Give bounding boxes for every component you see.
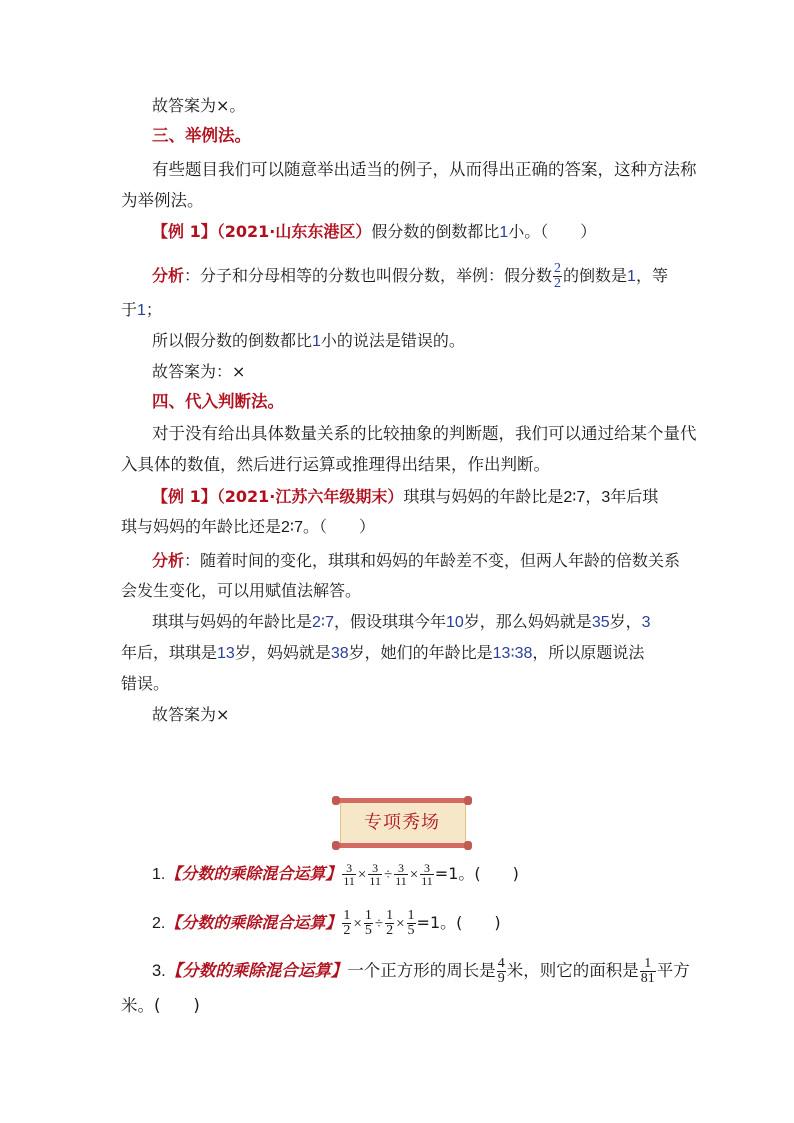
paragraph-2-line-1: 对于没有给出具体数量关系的比较抽象的判断题，我们可以通过给某个量代 [152,424,697,443]
fraction: $\frac{2}{2}$ [554,261,562,291]
example-2-line-1: 【例 1】（2021·江苏六年级期末）琪琪与妈妈的年龄比是2∶7，3年后琪 [152,487,659,506]
section-banner [334,798,470,848]
fraction: $\frac{4}{9}$ [497,956,505,986]
fraction: $\frac{3}{11}$ [395,861,407,888]
paragraph-2-line-2: 入具体的数值，然后进行运算或推理得出结果，作出判断。 [121,455,550,474]
example-source: （2021·江苏六年级期末） [216,487,404,506]
example-source: （2021·山东东港区） [216,222,372,241]
answer-line-2: 故答案为：× [152,362,246,381]
calc-line-2: 年后，琪琪是13岁，妈妈就是38岁，她们的年龄比是13∶38，所以原题说法 [121,643,645,662]
example-2-line-2: 琪与妈妈的年龄比还是2∶7。（ ） [121,517,375,536]
analysis-1-line-2: 于1； [121,300,162,319]
exercise-tag: 【分数的乘除混合运算】 [165,961,348,980]
fraction: $\frac{1}{5}$ [364,908,372,938]
example-tag: 【例 1】 [152,222,217,241]
section-heading-3: 三、举例法。 [152,126,251,145]
exercise-1: 1.【分数的乘除混合运算】 $\frac{3}{11}$ × $\frac{3}{11}$ ÷ $\frac{3}{11}$ × $\frac{3}{11}$ =1。( ) [152,861,519,888]
fraction: $\frac{1}{81}$ [640,956,655,986]
fraction: $\frac{1}{2}$ [343,908,351,938]
analysis-2-line-2: 会发生变化，可以用赋值法解答。 [121,581,362,600]
analysis-label: 分析 [152,266,185,285]
analysis-1-line-3: 所以假分数的倒数都比1小的说法是错误的。 [152,331,465,350]
calc-line-1: 琪琪与妈妈的年龄比是2∶7，假设琪琪今年10岁，那么妈妈就是35岁，3 [152,612,651,631]
exercise-tag: 【分数的乘除混合运算】 [165,864,342,883]
fraction: $\frac{1}{5}$ [407,908,415,938]
exercise-2: 2.【分数的乘除混合运算】 $\frac{1}{2}$ × $\frac{1}{5}$ ÷ $\frac{1}{2}$ × $\frac{1}{5}$ =1。( ) [152,908,501,938]
exercise-tag: 【分数的乘除混合运算】 [165,913,342,932]
banner-bottom-rod [334,843,470,848]
analysis-2-line-1: 分析：随着时间的变化，琪琪和妈妈的年龄差不变，但两人年龄的倍数关系 [152,551,681,570]
paragraph-1-line-2: 为举例法。 [121,191,204,210]
answer-line-3: 故答案为× [152,705,230,724]
exercise-3-line-2: 米。( ) [121,996,200,1015]
fraction: $\frac{1}{2}$ [386,908,394,938]
fraction: $\frac{3}{11}$ [343,861,355,888]
calc-line-3: 错误。 [121,674,170,693]
paragraph-1-line-1: 有些题目我们可以随意举出适当的例子，从而得出正确的答案，这种方法称 [152,160,697,179]
section-heading-4: 四、代入判断法。 [152,392,284,411]
answer-line-1: 故答案为×。 [152,96,246,115]
exercise-3-line-1: 3.【分数的乘除混合运算】一个正方形的周长是 $\frac{4}{9}$ 米，则它的面积是 $\frac{1}{81}$ 平方 [152,956,690,986]
example-1-line: 【例 1】（2021·山东东港区）假分数的倒数都比1小。（ ） [152,222,597,241]
analysis-1-line-1: 分析：分子和分母相等的分数也叫假分数，举例：假分数 $\frac{2}{2}$ 的倒数是1，等 [152,261,668,291]
example-tag: 【例 1】 [152,487,217,506]
banner-top-rod [334,798,470,803]
fraction: $\frac{3}{11}$ [369,861,381,888]
banner-title: 专项秀场 [364,812,440,833]
fraction: $\frac{3}{11}$ [421,861,433,888]
analysis-label: 分析 [152,551,185,570]
